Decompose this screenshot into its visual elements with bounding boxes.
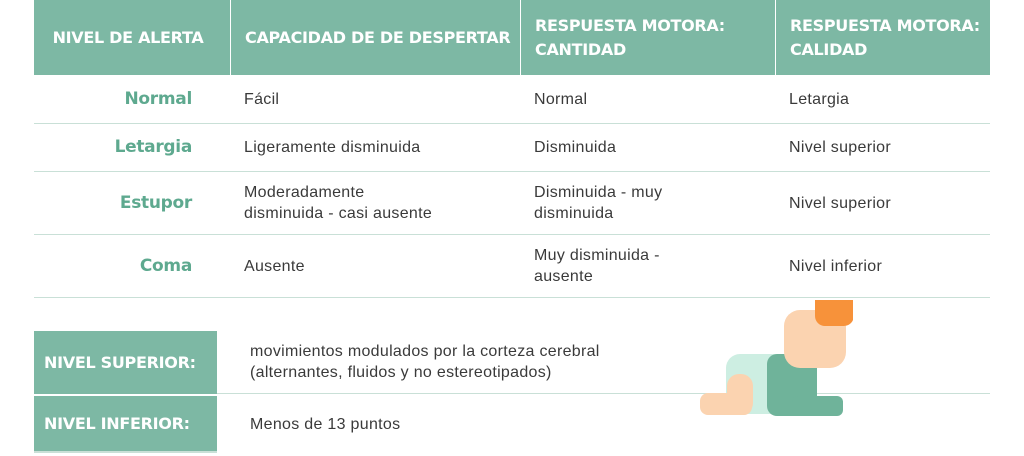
- table-row: [34, 75, 990, 124]
- row-motor-quantity: Muy disminuida - ausente: [534, 247, 660, 285]
- row-awakening: Fácil: [244, 90, 280, 108]
- baby-back-leg: [792, 396, 843, 416]
- row-level: Coma: [139, 255, 192, 276]
- table-row: [34, 172, 990, 235]
- row-motor-quantity: Disminuida - muy disminuida: [534, 184, 663, 222]
- baby-hand: [700, 393, 752, 415]
- header-alert-level: NIVEL DE ALERTA: [52, 27, 204, 47]
- table-row: [34, 235, 990, 298]
- definition-text: movimientos modulados por la corteza cerebral (alternantes, fluidos y no estereotipados): [217, 331, 990, 394]
- definition-label: NIVEL INFERIOR:: [34, 396, 217, 453]
- row-awakening: Moderadamente disminuida - casi ausente: [244, 184, 433, 222]
- table-row: [34, 124, 990, 172]
- definition-text: Menos de 13 puntos: [250, 416, 401, 433]
- crawling-baby-icon: [697, 298, 857, 420]
- row-motor-quality: Nivel superior: [789, 194, 892, 212]
- row-level: Estupor: [119, 192, 192, 213]
- header-motor-quality: RESPUESTA MOTORA: CALIDAD: [775, 0, 990, 75]
- row-motor-quantity: Normal: [534, 90, 588, 108]
- row-motor-quantity: Disminuida: [534, 139, 617, 156]
- table-header: [34, 0, 990, 75]
- definition-label: NIVEL SUPERIOR:: [34, 331, 217, 394]
- row-awakening: Ausente: [244, 257, 305, 275]
- row-motor-quality: Nivel superior: [789, 139, 892, 156]
- row-level: Letargia: [114, 137, 192, 157]
- row-awakening: Ligeramente disminuida: [244, 139, 421, 156]
- row-motor-quality: Letargia: [789, 90, 850, 108]
- row-motor-quality: Nivel inferior: [789, 257, 883, 275]
- header-awakening: CAPACIDAD DE DE DESPERTAR: [230, 0, 520, 75]
- alert-level-table: [34, 0, 990, 298]
- header-motor-quantity: RESPUESTA MOTORA: CANTIDAD: [520, 0, 775, 75]
- row-level: Normal: [124, 88, 192, 109]
- baby-hair: [815, 300, 853, 326]
